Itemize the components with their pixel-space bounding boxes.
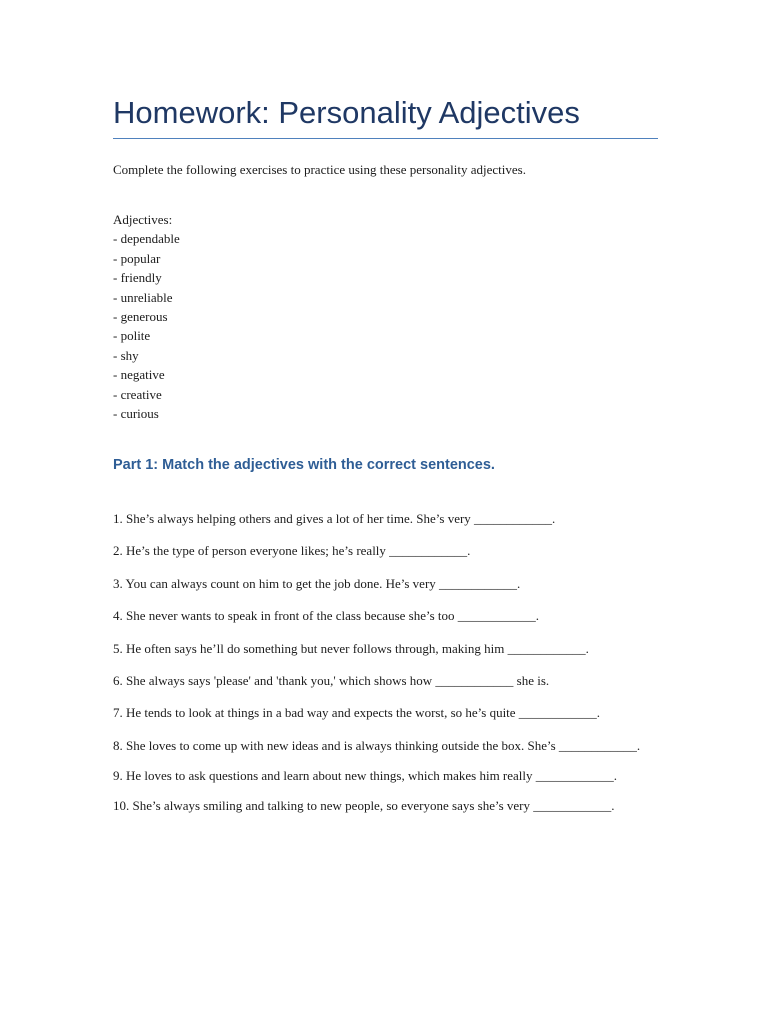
question-item: 9. He loves to ask questions and learn about new things, which makes him really ____________. (113, 767, 618, 783)
question-item: 7. He tends to look at things in a bad way and expects the worst, so he’s quite ____________. (113, 705, 601, 721)
adjective-item: - friendly (113, 270, 162, 286)
adjective-item: - polite (113, 328, 151, 344)
adjective-item: - creative (113, 386, 162, 402)
question-item: 4. She never wants to speak in front of the class because she’s too ____________. (113, 608, 540, 624)
adjectives-heading: Adjectives: (113, 212, 173, 227)
question-item: 10. She’s always smiling and talking to new people, so everyone says she’s very ____________. (113, 797, 615, 813)
question-item: 3. You can always count on him to get the job done. He’s very ____________. (113, 575, 521, 591)
adjective-item: - negative (113, 367, 165, 383)
questions-list (113, 509, 661, 828)
adjectives-section (113, 210, 180, 423)
question-item: 6. She always says 'please' and 'thank you,' which shows how ____________ she is. (113, 672, 550, 688)
adjective-item: - shy (113, 347, 139, 363)
adjective-item: - unreliable (113, 289, 173, 305)
intro-paragraph: Complete the following exercises to practice using these personality adjectives. (113, 162, 526, 177)
question-item: 8. She loves to come up with new ideas and is always thinking outside the box. She’s ____________. (113, 737, 641, 753)
adjective-item: - generous (113, 309, 168, 325)
part1-heading: Part 1: Match the adjectives with the correct sentences. (113, 457, 495, 473)
document-title: Homework: Personality Adjectives (113, 95, 580, 130)
title-underline-rule (113, 138, 658, 139)
adjectives-list (113, 229, 180, 423)
question-item: 2. He’s the type of person everyone likes; he’s really ____________. (113, 543, 471, 559)
question-item: 1. She’s always helping others and gives a lot of her time. She’s very ____________. (113, 511, 556, 526)
adjective-item: - dependable (113, 231, 180, 247)
question-item: 5. He often says he’ll do something but never follows through, making him ____________. (113, 640, 589, 656)
adjective-item: - popular (113, 250, 161, 266)
adjective-item: - curious (113, 406, 159, 422)
